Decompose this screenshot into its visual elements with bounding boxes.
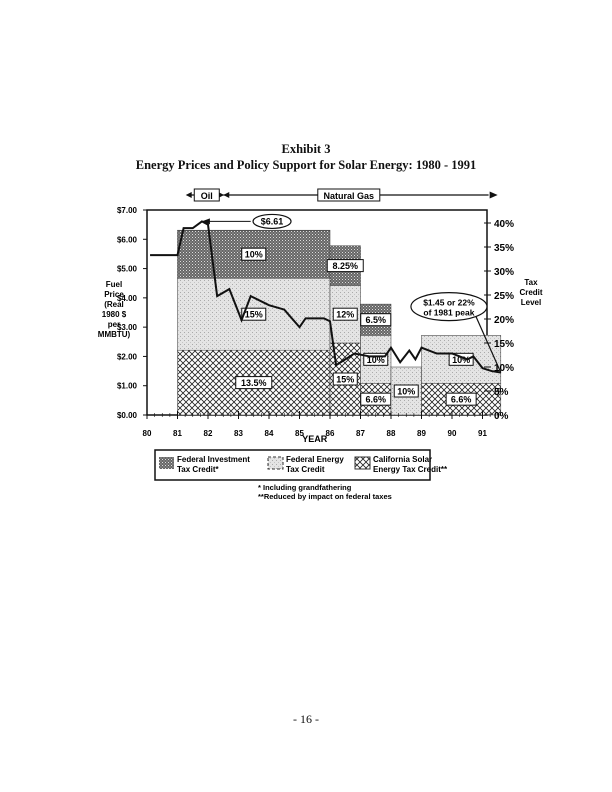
y-right-axis-label: Tax	[524, 278, 538, 287]
bar-label: 15%	[336, 374, 355, 385]
bar-label: 13.5%	[240, 378, 267, 389]
y-left-tick-label: $1.00	[116, 381, 137, 391]
bar-label: 12%	[336, 309, 355, 320]
legend-label: California Solar	[373, 455, 433, 464]
y-left-axis-label: 1980 $	[101, 310, 127, 319]
footnote: * Including grandfathering	[258, 483, 352, 492]
legend-swatch-ca	[355, 457, 370, 469]
x-tick-label: 91	[478, 429, 487, 438]
legend-label: Federal Energy	[286, 455, 344, 464]
x-tick-label: 90	[447, 429, 457, 438]
legend-swatch-fe	[268, 457, 283, 469]
y-right-tick-label: 25%	[494, 291, 515, 302]
bar-label: 6.6%	[365, 394, 387, 405]
y-left-tick-label: $7.00	[116, 206, 137, 215]
y-right-tick-label: 0%	[494, 411, 509, 422]
bar-label: 10%	[452, 354, 471, 365]
annotation-peak-price: $6.61	[260, 216, 284, 227]
page-number: - 16 -	[293, 712, 319, 726]
y-right-tick-label: 10%	[494, 363, 515, 374]
y-right-axis-label: Level	[520, 298, 542, 307]
exhibit-subtitle: Energy Prices and Policy Support for Solar Energy: 1980 - 1991	[135, 158, 477, 172]
annotation-2023-price: $1.45 or 22%	[423, 297, 475, 308]
annotation-2023-price: of 1981 peak	[423, 307, 475, 318]
y-right-tick-label: 35%	[494, 243, 515, 254]
legend-label: Tax Credit	[286, 465, 325, 474]
bar-label: 6.5%	[365, 315, 387, 326]
x-axis-label: YEAR	[302, 434, 328, 444]
y-left-tick-label: $6.00	[116, 235, 137, 245]
bar-label: 6.6%	[450, 394, 472, 405]
y-left-tick-label: $4.00	[116, 293, 137, 303]
natural-gas-label: Natural Gas	[323, 191, 375, 201]
legend-label: Federal Investment	[177, 455, 250, 464]
y-right-tick-label: 15%	[494, 339, 515, 350]
y-left-axis-label: Price	[104, 290, 124, 299]
legend-label: Energy Tax Credit**	[373, 465, 448, 474]
bar-label: 10%	[397, 386, 416, 397]
y-left-tick-label: $3.00	[116, 323, 137, 333]
x-tick-label: 80	[142, 429, 152, 438]
oil-label: Oil	[200, 191, 213, 201]
bar-label: 10%	[366, 354, 385, 365]
x-tick-label: 87	[356, 429, 365, 438]
x-tick-label: 84	[264, 429, 274, 438]
footnote: **Reduced by impact on federal taxes	[258, 492, 392, 501]
legend-label: Tax Credit*	[177, 465, 219, 474]
y-right-tick-label: 20%	[494, 315, 515, 326]
x-tick-label: 86	[325, 429, 335, 438]
y-left-tick-label: $2.00	[116, 352, 137, 362]
y-left-tick-label: $0.00	[116, 411, 137, 420]
exhibit-title: Exhibit 3	[281, 142, 331, 156]
x-tick-label: 89	[417, 429, 426, 438]
y-left-axis-label: Fuel	[105, 280, 123, 289]
y-left-axis-label: per	[107, 320, 121, 329]
y-right-tick-label: 5%	[494, 387, 509, 398]
x-tick-label: 81	[173, 429, 182, 438]
y-right-tick-label: 30%	[494, 267, 515, 278]
x-tick-label: 85	[295, 429, 304, 438]
y-left-tick-label: $5.00	[116, 264, 137, 274]
x-tick-label: 88	[386, 429, 396, 438]
y-left-axis-label: (Real	[104, 300, 124, 309]
legend-swatch-fit	[159, 457, 174, 469]
y-left-axis-label: MMBTU)	[97, 330, 131, 339]
bar-label: 8.25%	[332, 261, 359, 272]
bar-label: 15%	[244, 309, 263, 320]
y-right-tick-label: 40%	[494, 219, 515, 230]
x-tick-label: 83	[234, 429, 243, 438]
bar-label: 10%	[244, 249, 263, 260]
x-tick-label: 82	[203, 429, 213, 438]
y-right-axis-label: Credit	[519, 288, 543, 297]
